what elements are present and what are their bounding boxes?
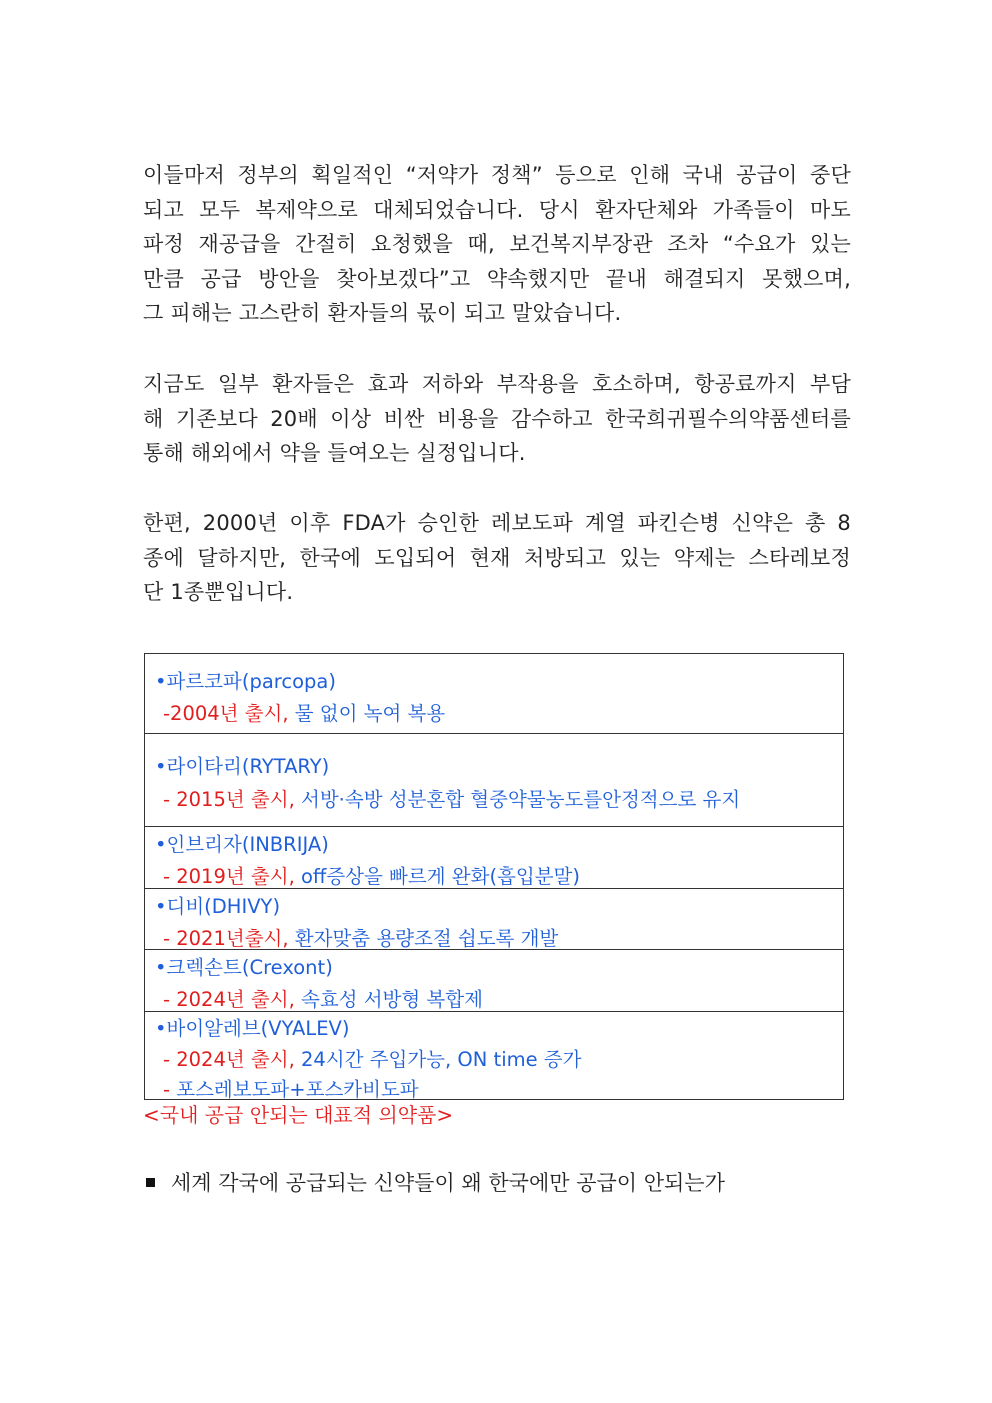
- drug-name: •크렉손트(Crexont): [155, 956, 333, 979]
- drug-feature: 환자맞춤 용량조절 쉽도록 개발: [288, 927, 559, 950]
- drug-release: - 2019년 출시,: [163, 865, 295, 888]
- text-line: 이들마저 정부의 획일적인 “저약가 정책” 등으로 인해 국내 공급이 중단: [143, 163, 851, 187]
- drug-feature: 속효성 서방형 복합제: [294, 988, 483, 1011]
- drug-row-vyalev: [145, 1012, 843, 1099]
- drug-feature: 포스레보도파+포스카비도파: [176, 1078, 419, 1101]
- drug-name: •디비(DHIVY): [155, 895, 281, 918]
- paragraph-fda-approvals: [143, 506, 851, 610]
- drug-desc: [163, 1074, 419, 1102]
- drug-row-inbrija: [145, 827, 843, 889]
- text-line: 통해 해외에서 약을 들여오는 실정입니다.: [143, 441, 526, 465]
- drug-desc: [163, 923, 558, 951]
- text-line: 지금도 일부 환자들은 효과 저하와 부작용을 호소하며, 항공료까지 부담: [143, 372, 851, 396]
- text-line: 한편, 2000년 이후 FDA가 승인한 레보도파 계열 파킨슨병 신약은 총 8: [143, 511, 851, 535]
- drug-name: •인브리자(INBRIJA): [155, 833, 329, 856]
- drug-release: - 2024년 출시,: [163, 1048, 295, 1071]
- square-bullet-icon: [146, 1178, 155, 1187]
- paragraph-patient-burden: [143, 367, 851, 471]
- drug-desc: [163, 861, 580, 889]
- drug-release: - 2024년 출시,: [163, 988, 295, 1011]
- drug-name: •파르코파(parcopa): [155, 670, 336, 693]
- text-line: 그 피해는 고스란히 환자들의 몫이 되고 말았습니다.: [143, 301, 622, 325]
- table-caption: <국내 공급 안되는 대표적 의약품>: [143, 1103, 454, 1127]
- text-line: 단 1종뿐입니다.: [143, 580, 294, 604]
- drug-desc: [163, 784, 740, 812]
- drug-release: -: [163, 1078, 177, 1101]
- text-line: 종에 달하지만, 한국에 도입되어 현재 처방되고 있는 약제는 스타레보정: [143, 545, 851, 570]
- bullet-heading: [146, 1167, 725, 1197]
- text-line: 해 기존보다 20배 이상 비싼 비용을 감수하고 한국희귀필수의약품센터를: [143, 406, 851, 431]
- drug-desc: [163, 1044, 581, 1072]
- drug-release: -2004년 출시,: [163, 702, 289, 725]
- drug-feature: 서방·속방 성분혼합 혈중약물농도를안정적으로 유지: [294, 788, 741, 811]
- drug-name: •바이알레브(VYALEV): [155, 1017, 350, 1040]
- drug-feature: 물 없이 녹여 복용: [288, 702, 446, 725]
- drug-desc: [163, 698, 445, 726]
- drug-row-dhivy: [145, 889, 843, 950]
- text-line: 파정 재공급을 간절히 요청했을 때, 보건복지부장관 조차 “수요가 있는: [143, 232, 851, 256]
- drug-row-rytary: [145, 734, 843, 827]
- drug-row-crexont: [145, 950, 843, 1012]
- drug-name: •라이타리(RYTARY): [155, 755, 330, 778]
- drug-feature: 24시간 주입가능, ON time 증가: [294, 1048, 582, 1071]
- drug-desc: [163, 984, 483, 1012]
- text-line: 만큼 공급 방안을 찾아보겠다”고 약속했지만 끝내 해결되지 못했으며,: [143, 266, 851, 291]
- drug-release: - 2015년 출시,: [163, 788, 295, 811]
- text-line: 되고 모두 복제약으로 대체되었습니다. 당시 환자단체와 가족들이 마도: [143, 197, 851, 222]
- drug-table: [144, 653, 844, 1100]
- bullet-text: 세계 각국에 공급되는 신약들이 왜 한국에만 공급이 안되는가: [171, 1171, 725, 1195]
- drug-row-parcopa: [145, 654, 843, 734]
- paragraph-supply-halt: [143, 158, 851, 331]
- drug-feature: off증상을 빠르게 완화(흡입분말): [294, 865, 581, 888]
- drug-release: - 2021년출시,: [163, 927, 289, 950]
